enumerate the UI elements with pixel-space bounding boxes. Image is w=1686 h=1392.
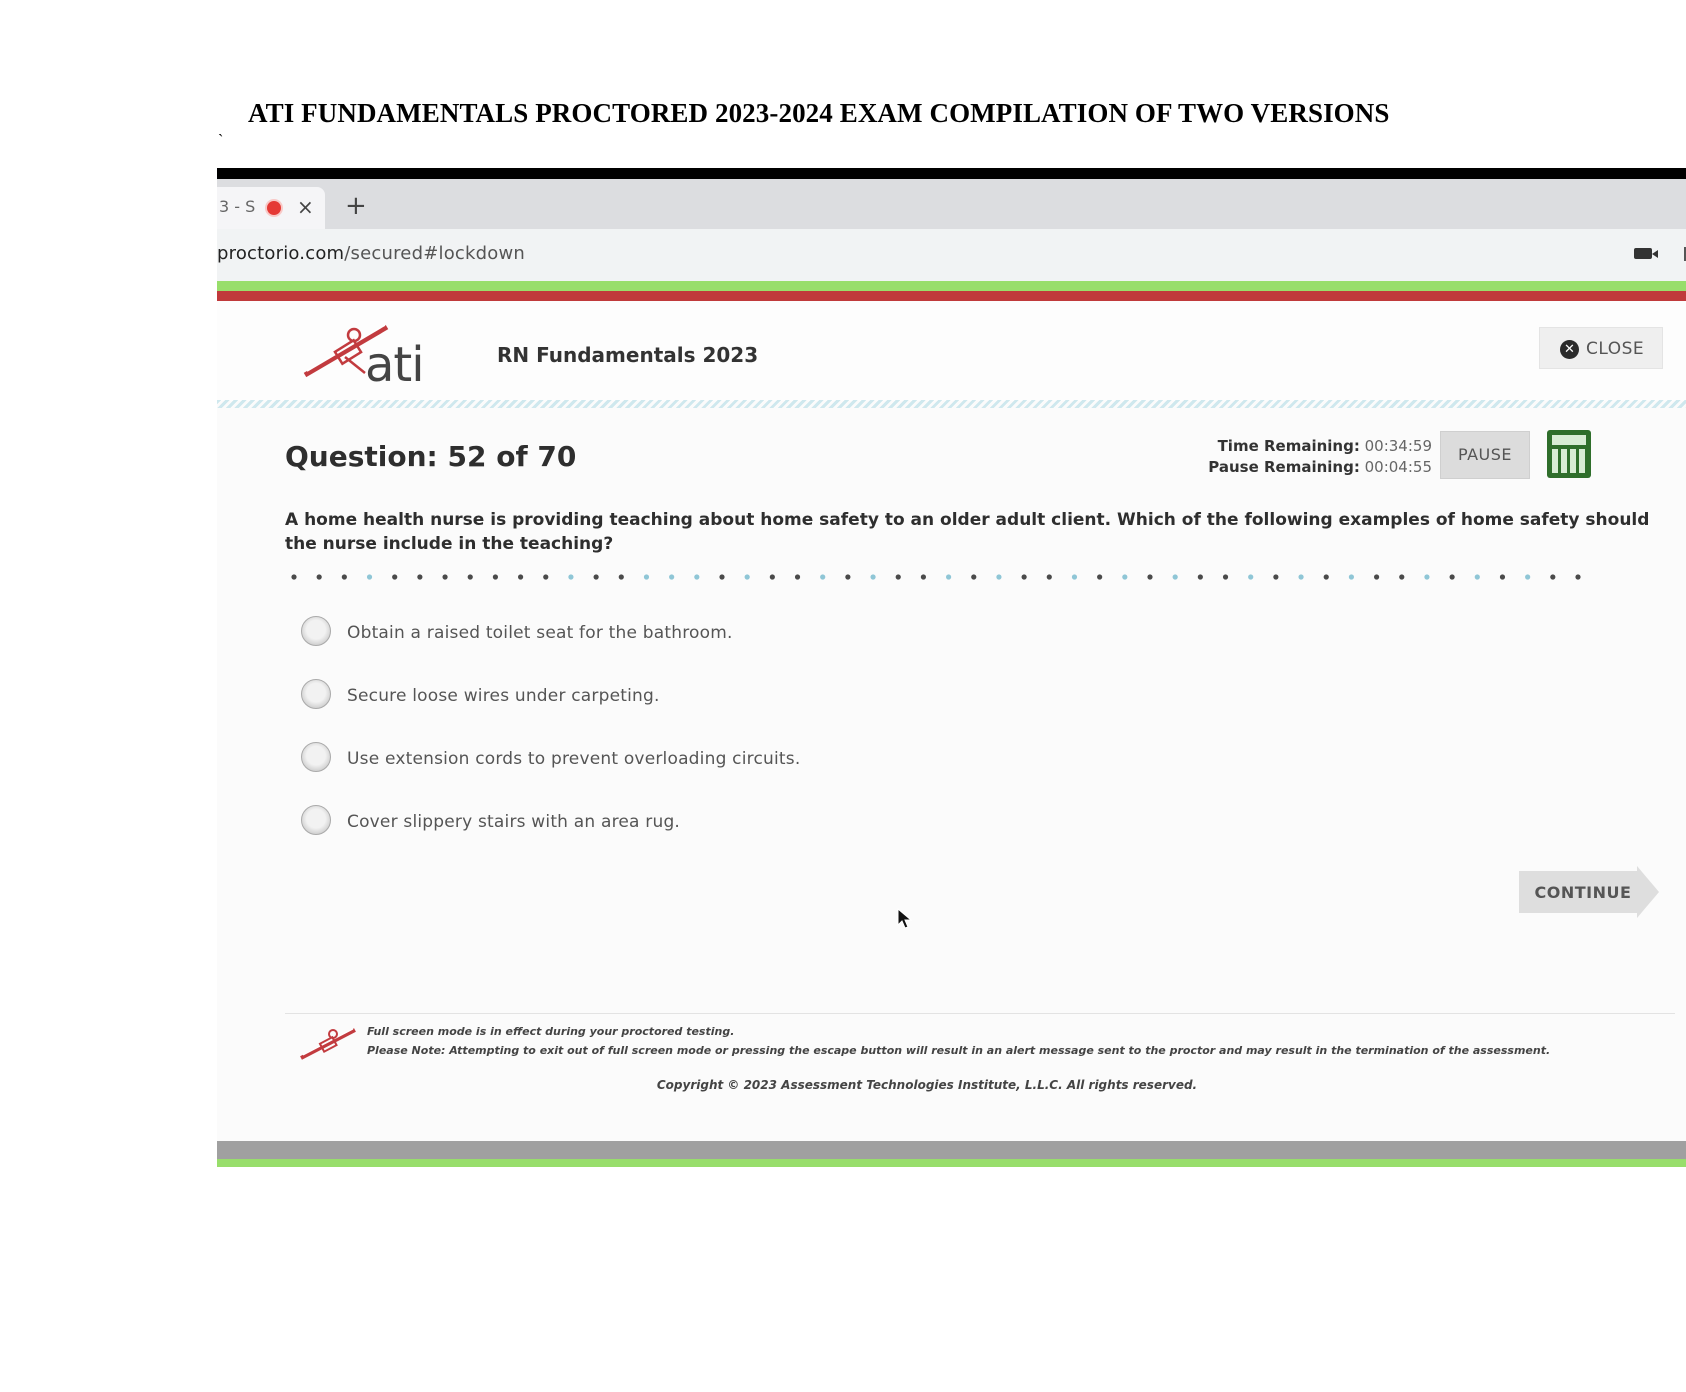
divider-dot [1525, 574, 1530, 579]
ati-logo [299, 323, 439, 393]
radio-button[interactable] [301, 805, 331, 835]
divider-dot [870, 574, 875, 579]
red-accent-band [217, 291, 1686, 301]
divider-dot [1072, 574, 1077, 579]
answer-option-1[interactable] [301, 616, 1001, 679]
answer-options [301, 616, 1001, 868]
exam-name: RN Fundamentals 2023 [497, 343, 759, 367]
divider-dot [946, 574, 951, 579]
address-bar[interactable] [217, 229, 1686, 281]
divider-dot [820, 574, 825, 579]
url-host: proctorio.com [217, 243, 345, 264]
recording-icon [267, 201, 281, 215]
tab-title: 3 - S [219, 197, 256, 216]
divider-dot [442, 574, 447, 579]
divider-dot [1273, 574, 1278, 579]
divider-dot [1122, 574, 1127, 579]
divider-dot [921, 574, 926, 579]
divider-dot [1575, 574, 1580, 579]
divider-dot [896, 574, 901, 579]
calculator-screen [1552, 435, 1586, 445]
footer-divider [285, 1013, 1675, 1014]
divider-dot [367, 574, 372, 579]
divider-dot [996, 574, 1001, 579]
continue-button-label: CONTINUE [1534, 883, 1632, 902]
divider-dot [1022, 574, 1027, 579]
pause-button[interactable]: PAUSE [1440, 431, 1530, 479]
url-text [217, 243, 525, 264]
time-remaining-value: 00:34:59 [1364, 437, 1432, 455]
divider-dot [1450, 574, 1455, 579]
divider-dot [1248, 574, 1253, 579]
divider-dot [568, 574, 573, 579]
question-stem: A home health nurse is providing teaching about home safety to an older adult client. Which of the following examples of home safety should the nurse include in the teaching? [285, 510, 1650, 554]
answer-option-3[interactable] [301, 742, 1001, 805]
continue-button[interactable] [1519, 866, 1657, 918]
divider-dot [392, 574, 397, 579]
divider-dot [745, 574, 750, 579]
answer-option-text: Secure loose wires under carpeting. [347, 686, 660, 706]
radio-button[interactable] [301, 742, 331, 772]
divider-dot [468, 574, 473, 579]
pause-remaining-value: 00:04:55 [1364, 458, 1432, 476]
answer-option-text: Cover slippery stairs with an area rug. [347, 812, 681, 832]
divider-dot [1173, 574, 1178, 579]
radio-button[interactable] [301, 679, 331, 709]
divider-dot [1047, 574, 1052, 579]
green-accent-band [217, 281, 1686, 291]
ati-logo-text: ati [365, 337, 424, 393]
footer-fullscreen-notice: Full screen mode is in effect during your proctored testing. [367, 1025, 735, 1038]
divider-dot [1097, 574, 1102, 579]
dotted-divider [291, 573, 1581, 581]
divider-dot [417, 574, 422, 579]
answer-option-text: Use extension cords to prevent overloading circuits. [347, 749, 801, 769]
divider-dot [795, 574, 800, 579]
divider-dot [1374, 574, 1379, 579]
time-remaining-label: Time Remaining: [1217, 437, 1360, 455]
radio-button[interactable] [301, 616, 331, 646]
browser-tab[interactable] [217, 187, 325, 229]
divider-dot [342, 574, 347, 579]
footer-notice [367, 1026, 1617, 1064]
document-title: ATI FUNDAMENTALS PROCTORED 2023-2024 EXAM COMPILATION OF TWO VERSIONS [248, 98, 1390, 128]
dotted-divider-svg [291, 573, 1581, 581]
divider-dot [971, 574, 976, 579]
calculator-keys [1552, 449, 1586, 473]
answer-option-text: Obtain a raised toilet seat for the bathroom. [347, 623, 733, 643]
browser-tab-bar [217, 179, 1686, 229]
url-path: /secured#lockdown [344, 243, 525, 264]
camera-icon[interactable] [1634, 248, 1652, 259]
divider-dot [694, 574, 699, 579]
pause-remaining-label: Pause Remaining: [1208, 458, 1360, 476]
calculator-icon[interactable] [1547, 430, 1591, 478]
divider-dot [1399, 574, 1404, 579]
close-button-label: CLOSE [1586, 339, 1645, 359]
mouse-cursor-icon [897, 908, 913, 930]
divider-dot [845, 574, 850, 579]
divider-dot [669, 574, 674, 579]
green-footer-band [217, 1159, 1686, 1167]
divider-dot [719, 574, 724, 579]
screen-top-border [217, 168, 1686, 179]
divider-dot [1298, 574, 1303, 579]
divider-dot [644, 574, 649, 579]
new-tab-button[interactable]: + [345, 191, 367, 221]
footer-escape-warning: Please Note: Attempting to exit out of full screen mode or pressing the escape button will result in an alert message sent to the proctor and may result in the termination of the assessment. [367, 1044, 1551, 1057]
divider-dot [291, 574, 296, 579]
divider-dot [1550, 574, 1555, 579]
divider-dot [1198, 574, 1203, 579]
close-button[interactable] [1539, 327, 1663, 369]
divider-dot [1500, 574, 1505, 579]
exam-screenshot [217, 168, 1686, 1258]
answer-option-2[interactable] [301, 679, 1001, 742]
divider-dot [619, 574, 624, 579]
tab-close-icon[interactable]: × [297, 195, 314, 219]
close-icon: ✕ [1560, 340, 1579, 359]
document-tick-mark: ` [218, 132, 224, 149]
divider-dot [1324, 574, 1329, 579]
ati-footer-logo-icon [297, 1026, 361, 1066]
divider-dot [1349, 574, 1354, 579]
ati-header [217, 301, 1686, 401]
timers [1132, 436, 1432, 478]
copyright: Copyright © 2023 Assessment Technologies Institute, L.L.C. All rights reserved. [656, 1078, 1198, 1092]
divider-dot [594, 574, 599, 579]
answer-option-4[interactable] [301, 805, 1001, 868]
divider-dot [1147, 574, 1152, 579]
bottom-margin [217, 1167, 1686, 1258]
divider-dot [493, 574, 498, 579]
divider-dot [770, 574, 775, 579]
grey-footer-band [217, 1141, 1686, 1159]
divider-dot [1424, 574, 1429, 579]
divider-dot [543, 574, 548, 579]
divider-dot [317, 574, 322, 579]
question-counter: Question: 52 of 70 [285, 440, 577, 473]
header-divider [217, 400, 1686, 408]
divider-dot [1223, 574, 1228, 579]
divider-dot [1475, 574, 1480, 579]
divider-dot [518, 574, 523, 579]
